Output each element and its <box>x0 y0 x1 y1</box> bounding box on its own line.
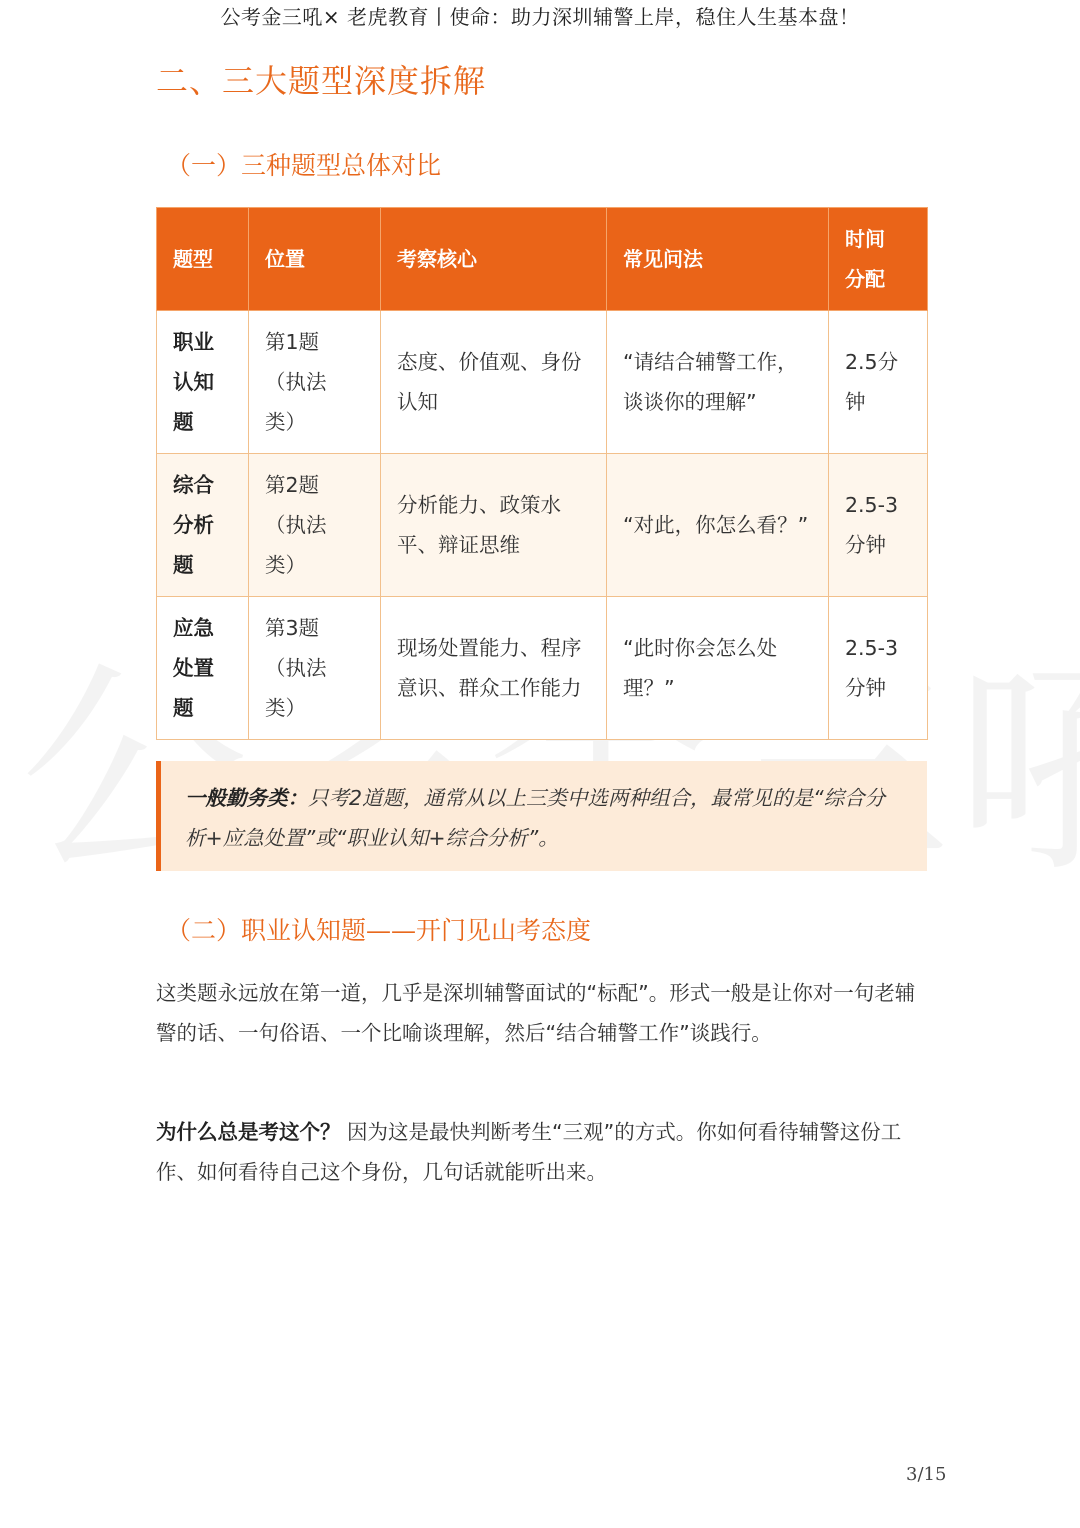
table-header-cell: 时间分配 <box>829 208 928 311</box>
table-cell-core: 分析能力、政策水平、辩证思维 <box>381 454 607 597</box>
table-cell-type: 综合分析题 <box>157 454 249 597</box>
callout-label: 一般勤务类： <box>185 786 308 810</box>
subsection-title-comparison: （一）三种题型总体对比 <box>166 151 442 180</box>
table-cell-core: 现场处置能力、程序意识、群众工作能力 <box>381 597 607 740</box>
table-header-cell: 考察核心 <box>381 208 607 311</box>
table-cell-position: 第1题（执法类） <box>249 311 381 454</box>
table-cell-type: 职业认知题 <box>157 311 249 454</box>
paragraph-text: 因为这是最快判断考生“三观”的方式。你如何看待辅警这份工作、如何看待自己这个身份，几句话就能听出来。 <box>156 1120 902 1184</box>
table-cell-question: “请结合辅警工作，谈谈你的理解” <box>607 311 829 454</box>
subsection-title-career-cognition: （二）职业认知题——开门见山考态度 <box>166 916 592 945</box>
question-type-table <box>156 207 928 740</box>
table-header-row <box>157 208 928 311</box>
table-cell-time: 2.5分钟 <box>829 311 928 454</box>
page-number: 3/15 <box>906 1464 947 1485</box>
callout-text: 只考2道题，通常从以上三类中选两种组合，最常见的是“综合分析+应急处置”或“职业认知+综合分析”。 <box>185 786 886 850</box>
table-cell-type: 应急处置题 <box>157 597 249 740</box>
body-paragraph: 这类题永远放在第一道，几乎是深圳辅警面试的“标配”。形式一般是让你对一句老辅警的话、一句俗语、一个比喻谈理解，然后“结合辅警工作”谈践行。 <box>156 981 916 1045</box>
table-cell-time: 2.5-3分钟 <box>829 454 928 597</box>
page-header: 公考金三吼× 老虎教育丨使命：助力深圳辅警上岸，稳住人生基本盘！ <box>220 5 860 29</box>
table-header-cell: 题型 <box>157 208 249 311</box>
section-title: 二、三大题型深度拆解 <box>156 62 487 100</box>
table-cell-position: 第2题（执法类） <box>249 454 381 597</box>
paragraph-lead: 为什么总是考这个？ <box>156 1120 341 1144</box>
table-row <box>157 597 928 740</box>
body-paragraph <box>156 1112 926 1192</box>
table-header-cell: 位置 <box>249 208 381 311</box>
table-row <box>157 311 928 454</box>
callout-note <box>156 761 927 871</box>
table-cell-question: “此时你会怎么处理？” <box>607 597 829 740</box>
table-cell-time: 2.5-3分钟 <box>829 597 928 740</box>
table-header-cell: 常见问法 <box>607 208 829 311</box>
table-cell-question: “对此，你怎么看？” <box>607 454 829 597</box>
table-cell-core: 态度、价值观、身份认知 <box>381 311 607 454</box>
table-cell-position: 第3题（执法类） <box>249 597 381 740</box>
table-row <box>157 454 928 597</box>
